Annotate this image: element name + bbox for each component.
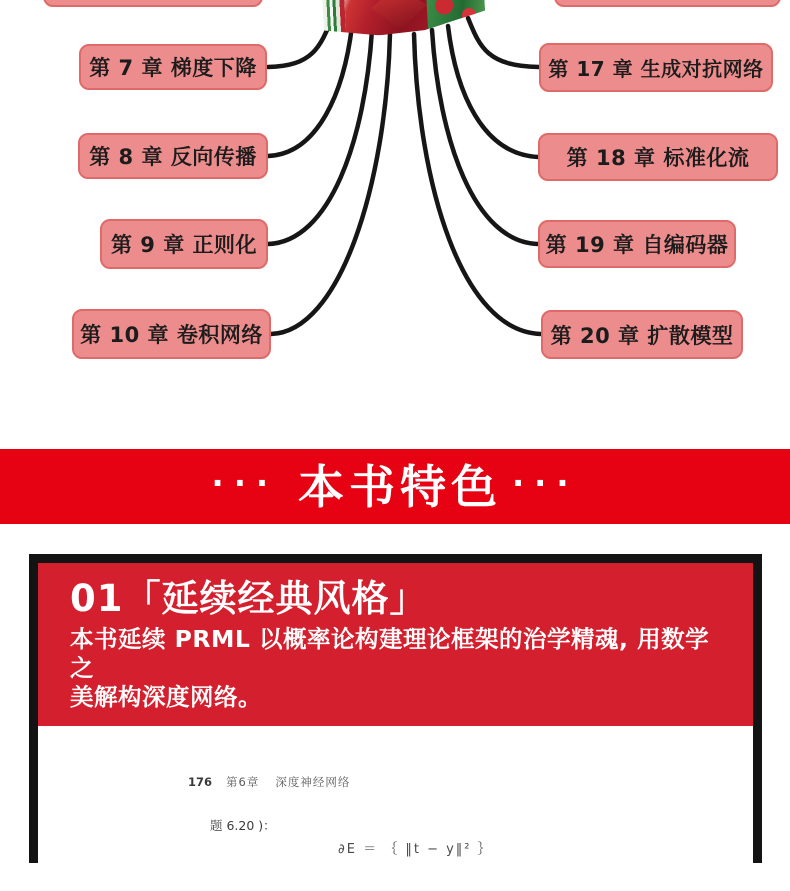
feature-body-line2: 美解构深度网络。 <box>70 683 262 711</box>
page-running-header <box>188 774 350 790</box>
page-number: 176 <box>188 775 213 789</box>
connector-line <box>271 34 390 334</box>
book-page-preview <box>38 726 753 891</box>
feature-body-line1: 本书延续 PRML 以概率论构建理论框架的治学精魂, 用数学之 <box>70 625 710 682</box>
banner-title: 本书特色 <box>298 459 502 514</box>
connector-line <box>414 34 541 334</box>
section-banner <box>0 449 790 524</box>
connector-line <box>432 30 538 244</box>
chapter-box-7 <box>79 44 267 90</box>
connector-line <box>268 30 372 244</box>
connector-line <box>268 18 332 67</box>
formula-fragment: ∂E ＝ ｛ ‖t − y‖² ｝ <box>338 842 493 857</box>
chapter-label: 第6章 <box>226 775 260 789</box>
exercise-reference: 题 6.20 )： <box>210 818 276 833</box>
connector-line <box>468 18 539 67</box>
chapter-box-9 <box>100 219 268 269</box>
connector-line <box>268 26 352 156</box>
chapter-box-20 <box>541 310 743 359</box>
chapter-box-18 <box>538 133 778 181</box>
feature-card <box>29 554 762 863</box>
chapter-box-label: 第 19 章 自编码器 <box>545 233 729 257</box>
feature-title: 01「延续经典风格」 <box>70 577 428 620</box>
connector-line <box>448 26 538 157</box>
chapter-box-label: 第 7 章 梯度下降 <box>89 56 257 80</box>
feature-body <box>70 625 725 712</box>
chapter-box-8 <box>78 133 268 179</box>
chapter-box-10 <box>72 309 271 359</box>
chapter-box-partial-right <box>554 0 781 7</box>
banner-dots-left: ··· <box>211 463 278 502</box>
banner-dots-right: ··· <box>512 463 579 502</box>
chapter-title: 深度神经网络 <box>275 775 351 789</box>
chapter-box-17 <box>539 43 773 92</box>
chapter-box-label: 第 8 章 反向传播 <box>89 145 257 169</box>
chapter-box-label: 第 17 章 生成对抗网络 <box>548 57 764 81</box>
chapter-box-label: 第 20 章 扩散模型 <box>550 323 734 348</box>
chapter-box-label: 第 10 章 卷积网络 <box>80 323 263 347</box>
chapter-box-label: 第 18 章 标准化流 <box>566 146 750 170</box>
chapter-box-partial-left <box>43 0 263 7</box>
chapter-box-19 <box>538 220 736 268</box>
feature-card-header <box>38 563 753 726</box>
chapter-box-label: 第 9 章 正则化 <box>110 233 258 257</box>
